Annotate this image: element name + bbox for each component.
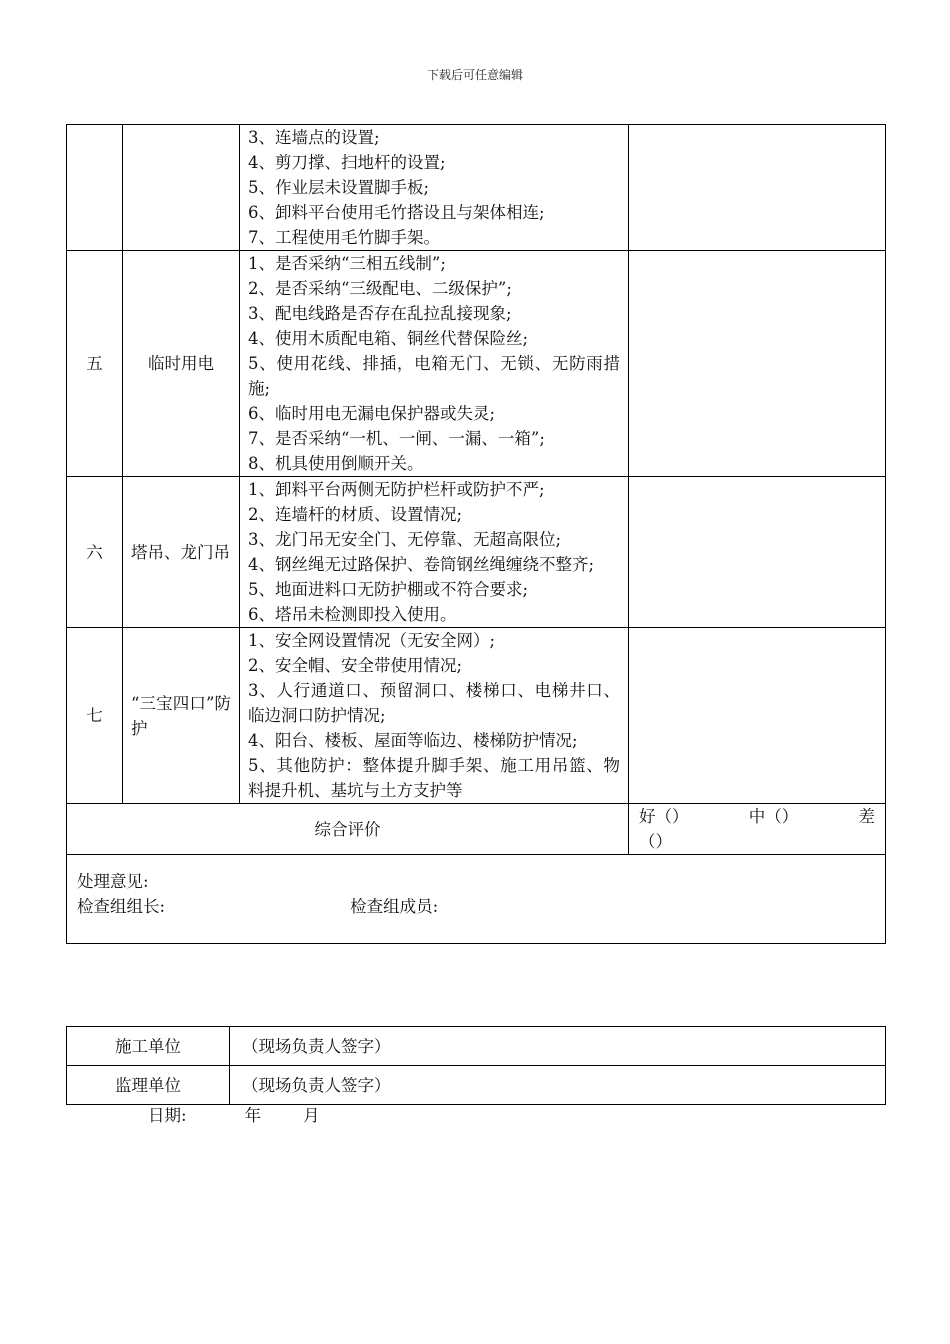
row-items — [240, 125, 629, 251]
opinion-label: 处理意见: — [77, 872, 149, 891]
list-item: 5、地面进料口无防护棚或不符合要求; — [248, 580, 529, 599]
summary-row — [67, 804, 886, 855]
rating-cell — [629, 804, 886, 855]
row-number: 六 — [67, 477, 123, 628]
row-items — [240, 628, 629, 804]
row-category: “三宝四口”防护 — [123, 628, 240, 804]
list-item: 1、是否采纳“三相五线制”; — [248, 254, 446, 273]
rating-poor-paren[interactable]: （） — [639, 832, 672, 851]
row-result-cell[interactable] — [629, 477, 886, 628]
list-item: 3、连墙点的设置; — [248, 128, 380, 147]
rating-poor[interactable]: 差 — [858, 807, 875, 826]
list-item: 6、卸料平台使用毛竹搭设且与架体相连; — [248, 203, 545, 222]
list-item: 3、龙门吊无安全门、无停靠、无超高限位; — [248, 530, 562, 549]
list-item: 5、作业层未设置脚手板; — [248, 178, 430, 197]
list-item: 7、是否采纳“一机、一闸、一漏、一箱”; — [248, 429, 545, 448]
supervision-unit-label: 监理单位 — [67, 1066, 230, 1105]
list-item: 3、配电线路是否存在乱拉乱接现象; — [248, 304, 512, 323]
table-row — [67, 477, 886, 628]
table-row — [67, 251, 886, 477]
signature-row — [67, 1066, 886, 1105]
table-row — [67, 125, 886, 251]
list-item: 4、钢丝绳无过路保护、卷筒钢丝绳缠绕不整齐; — [248, 555, 595, 574]
list-item: 2、安全帽、安全带使用情况; — [248, 656, 463, 675]
list-item: 4、阳台、楼板、屋面等临边、楼梯防护情况; — [248, 731, 578, 750]
supervision-signature-field[interactable]: （现场负责人签字） — [230, 1066, 886, 1105]
row-result-cell[interactable] — [629, 125, 886, 251]
list-item: 5、使用花线、排插，电箱无门、无锁、无防雨措施; — [248, 354, 620, 398]
leader-label: 检查组组长: — [77, 897, 166, 916]
row-category: 塔吊、龙门吊 — [123, 477, 240, 628]
page-header: 下载后可任意编辑 — [426, 68, 523, 82]
date-year: 年 — [244, 1106, 262, 1125]
list-item: 1、安全网设置情况（无安全网）; — [248, 631, 496, 650]
row-category — [123, 125, 240, 251]
list-item: 3、人行通道口、预留洞口、楼梯口、电梯井口、临边洞口防护情况; — [248, 681, 620, 725]
list-item: 1、卸料平台两侧无防护栏杆或防护不严; — [248, 480, 545, 499]
list-item: 4、剪刀撑、扫地杆的设置; — [248, 153, 446, 172]
list-item: 8、机具使用倒顺开关。 — [248, 454, 424, 473]
row-result-cell[interactable] — [629, 251, 886, 477]
row-items — [240, 251, 629, 477]
members-label: 检查组成员: — [350, 897, 439, 916]
opinion-row — [67, 855, 886, 944]
row-category: 临时用电 — [123, 251, 240, 477]
opinion-cell[interactable] — [67, 855, 886, 944]
inspection-table — [66, 124, 886, 944]
row-number: 五 — [67, 251, 123, 477]
list-item: 6、临时用电无漏电保护器或失灵; — [248, 404, 496, 423]
signature-row — [67, 1027, 886, 1066]
rating-good[interactable]: 好（） — [639, 807, 689, 826]
construction-unit-label: 施工单位 — [67, 1027, 230, 1066]
row-number — [67, 125, 123, 251]
list-item: 5、其他防护：整体提升脚手架、施工用吊篮、物料提升机、基坑与土方支护等 — [248, 756, 620, 800]
date-line — [148, 1102, 320, 1126]
row-result-cell[interactable] — [629, 628, 886, 804]
row-number: 七 — [67, 628, 123, 804]
date-month: 月 — [303, 1106, 320, 1125]
list-item: 6、塔吊未检测即投入使用。 — [248, 605, 457, 624]
list-item: 2、是否采纳“三级配电、二级保护”; — [248, 279, 512, 298]
table-row — [67, 628, 886, 804]
date-label: 日期: — [148, 1106, 187, 1125]
rating-medium[interactable]: 中（） — [748, 807, 799, 826]
row-items — [240, 477, 629, 628]
signature-table — [66, 1026, 886, 1105]
summary-label: 综合评价 — [67, 804, 629, 855]
list-item: 2、连墙杆的材质、设置情况; — [248, 505, 463, 524]
construction-signature-field[interactable]: （现场负责人签字） — [230, 1027, 886, 1066]
list-item: 4、使用木质配电箱、铜丝代替保险丝; — [248, 329, 529, 348]
list-item: 7、工程使用毛竹脚手架。 — [248, 228, 440, 247]
